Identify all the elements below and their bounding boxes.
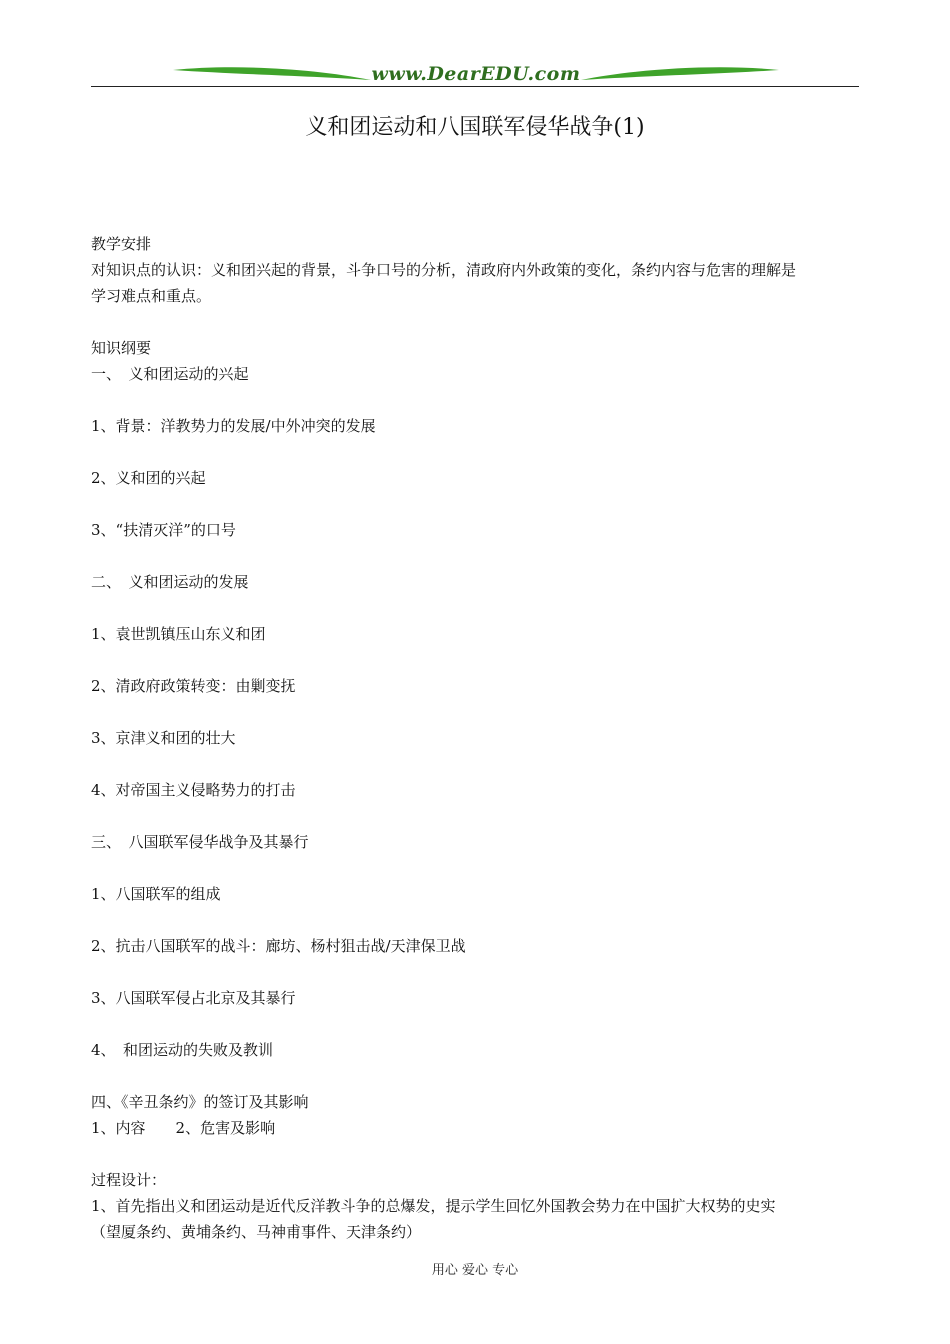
outline-item: 3、“扶清灭洋”的口号 bbox=[91, 521, 236, 539]
paragraph-line: 1、首先指出义和团运动是近代反洋教斗争的总爆发，提示学生回忆外国教会势力在中国扩大权势的史实 bbox=[91, 1197, 776, 1215]
outline-item: 3、八国联军侵占北京及其暴行 bbox=[91, 989, 296, 1007]
page-footer: 用心 爱心 专心 bbox=[431, 1263, 519, 1278]
paragraph-line: （望厦条约、黄埔条约、马神甫事件、天津条约） bbox=[91, 1223, 422, 1241]
outline-item: 1、八国联军的组成 bbox=[91, 885, 221, 903]
outline-item: 1、内容 2、危害及影响 bbox=[91, 1119, 276, 1137]
document-body bbox=[91, 231, 861, 1245]
outline-item: 1、袁世凯镇压山东义和团 bbox=[91, 625, 266, 643]
outline-heading: 四、《辛丑条约》的签订及其影响 bbox=[91, 1093, 309, 1111]
page-title: 义和团运动和八国联军侵华战争(1) bbox=[305, 115, 645, 140]
outline-item: 4、对帝国主义侵略势力的打击 bbox=[91, 781, 296, 799]
page-header bbox=[91, 60, 859, 90]
section-heading-outline: 知识纲要 bbox=[91, 339, 152, 357]
site-logo bbox=[171, 60, 781, 88]
outline-heading: 一、 义和团运动的兴起 bbox=[91, 365, 249, 383]
section-heading-process-design: 过程设计： bbox=[91, 1171, 167, 1189]
paragraph-line: 学习难点和重点。 bbox=[91, 287, 212, 305]
section-heading-teaching-plan: 教学安排 bbox=[91, 235, 152, 253]
outline-item: 4、 和团运动的失败及教训 bbox=[91, 1041, 274, 1059]
outline-heading: 三、 八国联军侵华战争及其暴行 bbox=[91, 833, 309, 851]
outline-item: 2、清政府政策转变：由剿变抚 bbox=[91, 677, 296, 695]
outline-item: 3、京津义和团的壮大 bbox=[91, 729, 236, 747]
site-logo-text: www.DearEDU.com bbox=[371, 63, 581, 85]
outline-item: 1、背景：洋教势力的发展/中外冲突的发展 bbox=[91, 417, 376, 435]
outline-heading: 二、 义和团运动的发展 bbox=[91, 573, 249, 591]
outline-item: 2、抗击八国联军的战斗：廊坊、杨村狙击战/天津保卫战 bbox=[91, 937, 466, 955]
paragraph-line: 对知识点的认识：义和团兴起的背景，斗争口号的分析，清政府内外政策的变化，条约内容与危害的理解是 bbox=[91, 261, 797, 279]
outline-item: 2、义和团的兴起 bbox=[91, 469, 206, 487]
